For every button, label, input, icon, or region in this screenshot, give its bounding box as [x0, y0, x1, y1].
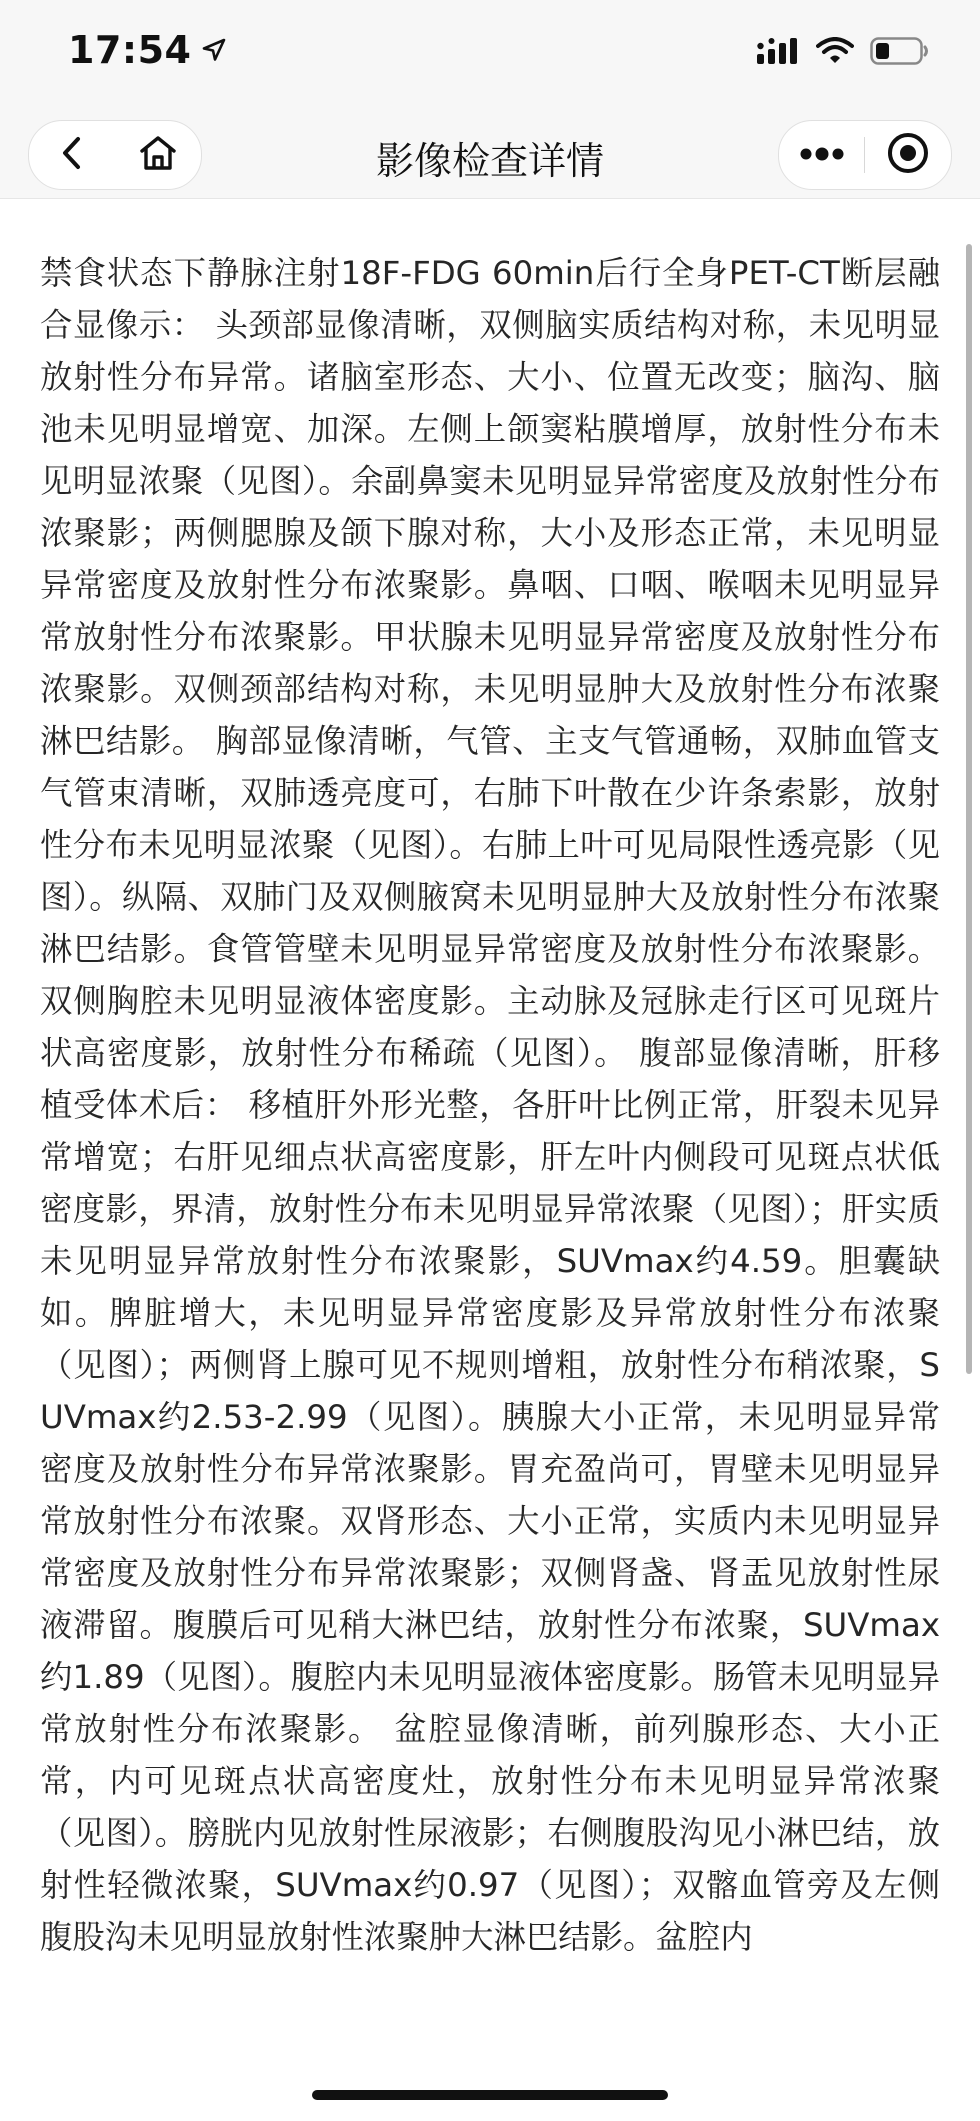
status-time-text: 17:54	[68, 28, 192, 72]
location-arrow-icon	[201, 28, 227, 72]
more-dots-icon	[799, 146, 845, 165]
close-miniprogram-button[interactable]	[865, 121, 950, 189]
battery-low-icon	[870, 36, 930, 70]
scrollbar[interactable]	[966, 244, 972, 1374]
status-icons	[756, 36, 930, 70]
nav-bar	[0, 108, 980, 199]
status-time	[68, 28, 227, 72]
cellular-signal-icon	[756, 37, 800, 69]
nav-right-capsule	[778, 120, 952, 190]
home-indicator[interactable]	[312, 2090, 668, 2100]
wifi-icon	[816, 37, 854, 69]
capsule-close-icon	[886, 131, 930, 179]
more-button[interactable]	[779, 121, 864, 189]
status-bar	[0, 0, 980, 108]
page-title: 影像检查详情	[375, 139, 604, 183]
report-text: 禁食状态下静脉注射18F-FDG 60min后行全身PET-CT断层融合显像示： 头颈部显像清晰，双侧脑实质结构对称，未见明显放射性分布异常。诸脑室形态、大小、位置无改变；脑沟、脑池未见明显增宽、加深。左侧上颌窦粘膜增厚，放射性分布未见明显浓聚（见图）。余副鼻窦未见明显异常密度及放射性分布浓聚影；两侧腮腺及颌下腺对称，大小及形态正常，未见明显异常密度及放射性分布浓聚影。鼻咽、口咽、喉咽未见明显异常放射性分布浓聚影。甲状腺未见明显异常密度及放射性分布浓聚影。双侧颈部结构对称，未见明显肿大及放射性分布浓聚淋巴结影。 胸部显像清晰，气管、主支气管通畅，双肺血管支气管束清晰，双肺透亮度可，右肺下叶散在少许条索影，放射性分布未见明显浓聚（见图）。右肺上叶可见局限性透亮影（见图）。纵隔、双肺门及双侧腋窝未见明显肿大及放射性分布浓聚淋巴结影。食管管壁未见明显异常密度及放射性分布浓聚影。双侧胸腔未见明显液体密度影。主动脉及冠脉走行区可见斑片状高密度影，放射性分布稀疏（见图）。 腹部显像清晰，肝移植受体术后： 移植肝外形光整，各肝叶比例正常，肝裂未见异常增宽；右肝见细点状高密度影，肝左叶内侧段可见斑点状低密度影，界清，放射性分布未见明显异常浓聚（见图）；肝实质未见明显异常放射性分布浓聚影，SUVmax约4.59。胆囊缺如。脾脏增大，未见明显异常密度影及异常放射性分布浓聚（见图）；两侧肾上腺可见不规则增粗，放射性分布稍浓聚，SUVmax约2.53-2.99（见图）。胰腺大小正常，未见明显异常密度及放射性分布异常浓聚影。胃充盈尚可，胃壁未见明显异常放射性分布浓聚。双肾形态、大小正常，实质内未见明显异常密度及放射性分布异常浓聚影；双侧肾盏、肾盂见放射性尿液滞留。腹膜后可见稍大淋巴结，放射性分布浓聚，SUVmax约1.89（见图）。腹腔内未见明显液体密度影。肠管未见明显异常放射性分布浓聚影。 盆腔显像清晰，前列腺形态、大小正常，内可见斑点状高密度灶，放射性分布未见明显异常浓聚（见图）。膀胱内见放射性尿液影；右侧腹股沟见小淋巴结，放射性轻微浓聚，SUVmax约0.97（见图）；双髂血管旁及左侧腹股沟未见明显放射性浓聚肿大淋巴结影。盆腔内	[40, 254, 940, 1956]
report-content[interactable]	[0, 199, 980, 2121]
